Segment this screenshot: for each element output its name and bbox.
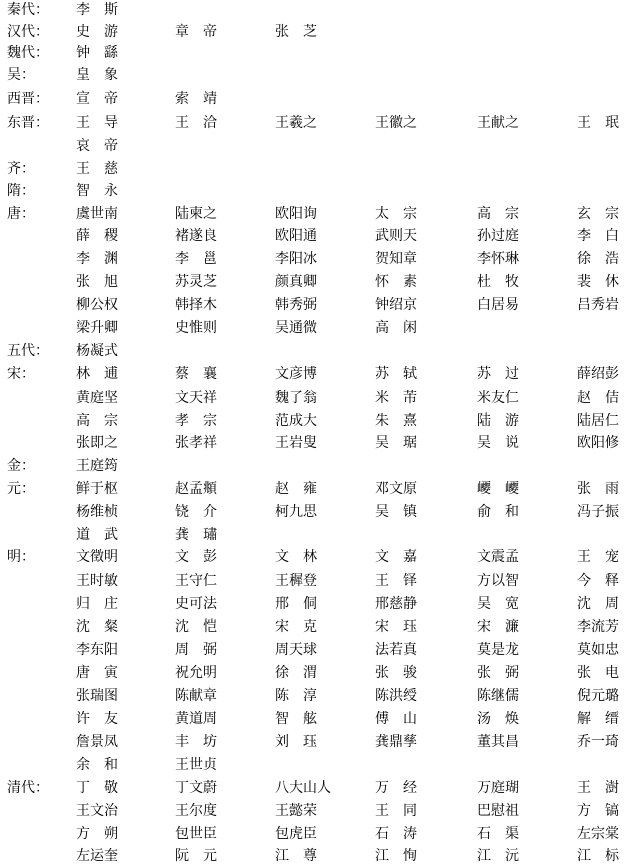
calligrapher-name: 玄 宗 bbox=[577, 206, 619, 222]
list-row bbox=[0, 249, 625, 269]
calligrapher-name: 文徵明 bbox=[76, 549, 118, 565]
calligrapher-name: 万庭瑚 bbox=[477, 780, 519, 796]
calligrapher-name: 柳公权 bbox=[76, 297, 118, 313]
calligrapher-name: 陈继儒 bbox=[477, 688, 519, 704]
calligrapher-name: 张 弼 bbox=[477, 665, 519, 681]
calligrapher-name: 薛绍彭 bbox=[577, 366, 619, 382]
calligrapher-name: 朱 熹 bbox=[375, 413, 417, 429]
dynasty-label: 汉代： bbox=[7, 24, 49, 40]
calligrapher-name: 苏 过 bbox=[477, 366, 519, 382]
calligrapher-name: 赵 佶 bbox=[577, 390, 619, 406]
calligrapher-name: 解 缙 bbox=[577, 711, 619, 727]
calligrapher-name: 欧阳询 bbox=[275, 206, 317, 222]
list-row bbox=[0, 204, 625, 224]
calligrapher-name: 哀 帝 bbox=[76, 138, 118, 154]
dynasty-label: 清代： bbox=[7, 780, 49, 796]
calligrapher-name: 许 友 bbox=[76, 711, 118, 727]
list-row bbox=[0, 364, 625, 384]
calligrapher-name: 皇 象 bbox=[76, 67, 118, 83]
list-row bbox=[0, 22, 625, 42]
calligrapher-name: 李怀琳 bbox=[477, 251, 519, 267]
calligrapher-name: 武则天 bbox=[375, 228, 417, 244]
calligrapher-name: 赵孟頫 bbox=[175, 481, 217, 497]
calligrapher-name: 巴慰祖 bbox=[477, 803, 519, 819]
calligrapher-name: 丁 敬 bbox=[76, 780, 118, 796]
calligrapher-name: 黄道周 bbox=[175, 711, 217, 727]
calligrapher-name: 方 镐 bbox=[577, 803, 619, 819]
calligrapher-name: 王岩叟 bbox=[275, 435, 317, 451]
calligrapher-name: 梁升卿 bbox=[76, 320, 118, 336]
calligrapher-name: 俞 和 bbox=[477, 504, 519, 520]
calligrapher-name: 陈洪绶 bbox=[375, 688, 417, 704]
calligrapher-name: 张 骏 bbox=[375, 665, 417, 681]
dynasty-label: 齐： bbox=[7, 161, 35, 177]
calligrapher-name: 李阳冰 bbox=[275, 251, 317, 267]
list-row bbox=[0, 686, 625, 706]
calligrapher-name: 龚 璛 bbox=[175, 527, 217, 543]
calligrapher-name: 虞世南 bbox=[76, 206, 118, 222]
list-row bbox=[0, 341, 625, 361]
list-row bbox=[0, 388, 625, 408]
calligrapher-name: 王世贞 bbox=[175, 757, 217, 773]
calligrapher-name: 莫是龙 bbox=[477, 642, 519, 658]
calligrapher-name: 欧阳修 bbox=[577, 435, 619, 451]
calligrapher-name: 张 旭 bbox=[76, 274, 118, 290]
calligrapher-name: 吴 镇 bbox=[375, 504, 417, 520]
list-row bbox=[0, 0, 625, 20]
calligrapher-name: 智 舷 bbox=[275, 711, 317, 727]
calligrapher-name: 左宗棠 bbox=[577, 826, 619, 842]
calligrapher-name: 魏了翁 bbox=[275, 390, 317, 406]
list-row bbox=[0, 801, 625, 821]
calligrapher-name: 徐 渭 bbox=[275, 665, 317, 681]
calligrapher-name: 包世臣 bbox=[175, 826, 217, 842]
calligrapher-name: 巎 巎 bbox=[477, 481, 519, 497]
calligrapher-name: 詹景凤 bbox=[76, 734, 118, 750]
calligrapher-name: 宋 濂 bbox=[477, 619, 519, 635]
calligrapher-name: 包虎臣 bbox=[275, 826, 317, 842]
calligrapher-name: 吴 琚 bbox=[375, 435, 417, 451]
calligrapher-name: 苏 轼 bbox=[375, 366, 417, 382]
calligrapher-name: 史 游 bbox=[76, 24, 118, 40]
list-row bbox=[0, 272, 625, 292]
calligrapher-name: 苏灵芝 bbox=[175, 274, 217, 290]
calligrapher-name: 钟 繇 bbox=[76, 45, 118, 61]
calligrapher-name: 怀 素 bbox=[375, 274, 417, 290]
list-row bbox=[0, 547, 625, 567]
list-row bbox=[0, 617, 625, 637]
calligrapher-name: 鲜于枢 bbox=[76, 481, 118, 497]
calligrapher-name: 王庭筠 bbox=[76, 458, 118, 474]
calligrapher-name: 史惟则 bbox=[175, 320, 217, 336]
calligrapher-name: 宋 克 bbox=[275, 619, 317, 635]
list-row bbox=[0, 411, 625, 431]
calligrapher-name: 方 朔 bbox=[76, 826, 118, 842]
list-row bbox=[0, 709, 625, 729]
list-row bbox=[0, 755, 625, 775]
calligrapher-name: 宋 珏 bbox=[375, 619, 417, 635]
list-row bbox=[0, 113, 625, 133]
calligrapher-name: 江 尊 bbox=[275, 848, 317, 864]
list-row bbox=[0, 571, 625, 591]
list-row bbox=[0, 295, 625, 315]
calligrapher-name: 文 林 bbox=[275, 549, 317, 565]
dynasty-label: 隋： bbox=[7, 183, 35, 199]
calligrapher-name: 张 电 bbox=[577, 665, 619, 681]
calligrapher-name: 文震孟 bbox=[477, 549, 519, 565]
list-row bbox=[0, 433, 625, 453]
list-row bbox=[0, 663, 625, 683]
calligrapher-name: 张孝祥 bbox=[175, 435, 217, 451]
calligrapher-name: 高 闲 bbox=[375, 320, 417, 336]
list-row bbox=[0, 525, 625, 545]
calligrapher-name: 今 释 bbox=[577, 573, 619, 589]
calligrapher-name: 王 同 bbox=[375, 803, 417, 819]
list-row bbox=[0, 824, 625, 844]
calligrapher-name: 张 雨 bbox=[577, 481, 619, 497]
calligrapher-name: 张即之 bbox=[76, 435, 118, 451]
calligrapher-name: 智 永 bbox=[76, 183, 118, 199]
calligrapher-name: 孙过庭 bbox=[477, 228, 519, 244]
list-row bbox=[0, 136, 625, 156]
dynasty-label: 吴： bbox=[7, 67, 35, 83]
calligrapher-name: 李 邕 bbox=[175, 251, 217, 267]
calligrapher-name: 张瑞图 bbox=[76, 688, 118, 704]
calligrapher-name: 江 恂 bbox=[375, 848, 417, 864]
calligrapher-name: 王懿荣 bbox=[275, 803, 317, 819]
calligrapher-name: 高 宗 bbox=[76, 413, 118, 429]
calligrapher-name: 索 靖 bbox=[175, 91, 217, 107]
calligrapher-name: 徐 浩 bbox=[577, 251, 619, 267]
calligrapher-name: 沈 周 bbox=[577, 596, 619, 612]
calligrapher-name: 八大山人 bbox=[275, 780, 331, 796]
calligrapher-name: 高 宗 bbox=[477, 206, 519, 222]
dynasty-label: 唐： bbox=[7, 206, 35, 222]
calligrapher-name: 韩择木 bbox=[175, 297, 217, 313]
calligrapher-name: 吴通微 bbox=[275, 320, 317, 336]
list-row bbox=[0, 318, 625, 338]
dynasty-label: 宋： bbox=[7, 366, 35, 382]
calligrapher-name: 江 沅 bbox=[477, 848, 519, 864]
calligrapher-name: 邓文原 bbox=[375, 481, 417, 497]
list-row bbox=[0, 226, 625, 246]
calligrapher-name: 李 渊 bbox=[76, 251, 118, 267]
calligrapher-name: 王文治 bbox=[76, 803, 118, 819]
calligrapher-name: 裴 休 bbox=[577, 274, 619, 290]
calligrapher-name: 石 渠 bbox=[477, 826, 519, 842]
calligrapher-name: 王尔度 bbox=[175, 803, 217, 819]
calligrapher-name: 白居易 bbox=[477, 297, 519, 313]
calligrapher-name: 邢慈静 bbox=[375, 596, 417, 612]
calligrapher-name: 法若真 bbox=[375, 642, 417, 658]
calligrapher-name: 丰 坊 bbox=[175, 734, 217, 750]
calligrapher-name: 王献之 bbox=[477, 115, 519, 131]
calligrapher-name: 陆柬之 bbox=[175, 206, 217, 222]
calligrapher-name: 王徽之 bbox=[375, 115, 417, 131]
calligrapher-name: 文彦博 bbox=[275, 366, 317, 382]
calligrapher-name: 沈 恺 bbox=[175, 619, 217, 635]
calligrapher-name: 颜真卿 bbox=[275, 274, 317, 290]
calligrapher-name: 周天球 bbox=[275, 642, 317, 658]
calligrapher-name: 道 武 bbox=[76, 527, 118, 543]
list-row bbox=[0, 594, 625, 614]
calligrapher-name: 蔡 襄 bbox=[175, 366, 217, 382]
list-row bbox=[0, 456, 625, 476]
dynasty-label: 西晋： bbox=[7, 91, 49, 107]
calligrapher-name: 文天祥 bbox=[175, 390, 217, 406]
calligrapher-name: 张 芝 bbox=[275, 24, 317, 40]
list-row bbox=[0, 89, 625, 109]
calligrapher-name: 黄庭坚 bbox=[76, 390, 118, 406]
list-row bbox=[0, 732, 625, 752]
calligrapher-name: 薛 稷 bbox=[76, 228, 118, 244]
calligrapher-name: 王 洽 bbox=[175, 115, 217, 131]
list-row bbox=[0, 479, 625, 499]
calligrapher-name: 阮 元 bbox=[175, 848, 217, 864]
calligrapher-name: 米 芾 bbox=[375, 390, 417, 406]
calligrapher-name: 柯九思 bbox=[275, 504, 317, 520]
calligrapher-name: 王穉登 bbox=[275, 573, 317, 589]
list-row bbox=[0, 640, 625, 660]
calligrapher-name: 唐 寅 bbox=[76, 665, 118, 681]
calligrapher-name: 陆居仁 bbox=[577, 413, 619, 429]
calligrapher-name: 江 标 bbox=[577, 848, 619, 864]
calligrapher-name: 倪元璐 bbox=[577, 688, 619, 704]
calligrapher-name: 陈 淳 bbox=[275, 688, 317, 704]
list-row bbox=[0, 181, 625, 201]
calligrapher-name: 王守仁 bbox=[175, 573, 217, 589]
calligrapher-name: 祝允明 bbox=[175, 665, 217, 681]
calligrapher-name: 林 逋 bbox=[76, 366, 118, 382]
calligrapher-name: 王 导 bbox=[76, 115, 118, 131]
calligrapher-name: 杨维桢 bbox=[76, 504, 118, 520]
calligrapher-name: 宣 帝 bbox=[76, 91, 118, 107]
calligrapher-name: 吴 宽 bbox=[477, 596, 519, 612]
calligrapher-name: 杨凝式 bbox=[76, 343, 118, 359]
calligrapher-name: 韩秀弼 bbox=[275, 297, 317, 313]
list-row bbox=[0, 778, 625, 798]
calligrapher-name: 王 珉 bbox=[577, 115, 619, 131]
calligrapher-name: 李 白 bbox=[577, 228, 619, 244]
list-row bbox=[0, 65, 625, 85]
calligrapher-name: 冯子振 bbox=[577, 504, 619, 520]
calligrapher-name: 陈献章 bbox=[175, 688, 217, 704]
calligrapher-name: 孝 宗 bbox=[175, 413, 217, 429]
list-row bbox=[0, 502, 625, 522]
calligrapher-name: 万 经 bbox=[375, 780, 417, 796]
list-row bbox=[0, 159, 625, 179]
calligrapher-name: 章 帝 bbox=[175, 24, 217, 40]
calligrapher-name: 李东阳 bbox=[76, 642, 118, 658]
calligrapher-name: 太 宗 bbox=[375, 206, 417, 222]
calligrapher-name: 刘 珏 bbox=[275, 734, 317, 750]
calligrapher-name: 王 澍 bbox=[577, 780, 619, 796]
dynasty-label: 金： bbox=[7, 458, 35, 474]
calligrapher-name: 王 铎 bbox=[375, 573, 417, 589]
calligrapher-name: 王羲之 bbox=[275, 115, 317, 131]
calligrapher-name: 石 涛 bbox=[375, 826, 417, 842]
dynasty-label: 元： bbox=[7, 481, 35, 497]
calligrapher-name: 邢 侗 bbox=[275, 596, 317, 612]
calligrapher-name: 周 弼 bbox=[175, 642, 217, 658]
calligrapher-name: 归 庄 bbox=[76, 596, 118, 612]
calligrapher-name: 文 彭 bbox=[175, 549, 217, 565]
calligrapher-name: 龚鼎孳 bbox=[375, 734, 417, 750]
calligrapher-name: 杜 牧 bbox=[477, 274, 519, 290]
calligrapher-name: 米友仁 bbox=[477, 390, 519, 406]
calligrapher-name: 董其昌 bbox=[477, 734, 519, 750]
calligrapher-name: 陆 游 bbox=[477, 413, 519, 429]
calligrapher-name: 莫如忠 bbox=[577, 642, 619, 658]
calligrapher-name: 余 和 bbox=[76, 757, 118, 773]
dynasty-label: 五代： bbox=[7, 343, 49, 359]
calligrapher-name: 乔一琦 bbox=[577, 734, 619, 750]
calligrapher-name: 文 嘉 bbox=[375, 549, 417, 565]
calligrapher-name: 吕秀岩 bbox=[577, 297, 619, 313]
calligrapher-name: 铙 介 bbox=[175, 504, 217, 520]
calligrapher-name: 李 斯 bbox=[76, 2, 118, 18]
calligrapher-name: 褚遂良 bbox=[175, 228, 217, 244]
calligrapher-name: 左运奎 bbox=[76, 848, 118, 864]
dynasty-label: 魏代： bbox=[7, 45, 49, 61]
list-row bbox=[0, 43, 625, 63]
dynasty-label: 东晋： bbox=[7, 115, 49, 131]
calligrapher-name: 沈 粲 bbox=[76, 619, 118, 635]
calligrapher-name: 丁文蔚 bbox=[175, 780, 217, 796]
calligrapher-name: 王 宠 bbox=[577, 549, 619, 565]
calligrapher-name: 钟绍京 bbox=[375, 297, 417, 313]
dynasty-label: 秦代： bbox=[7, 2, 49, 18]
calligrapher-name: 王 慈 bbox=[76, 161, 118, 177]
calligrapher-name: 吴 说 bbox=[477, 435, 519, 451]
calligrapher-name: 史可法 bbox=[175, 596, 217, 612]
calligrapher-name: 方以智 bbox=[477, 573, 519, 589]
calligrapher-name: 赵 雍 bbox=[275, 481, 317, 497]
calligrapher-name: 贺知章 bbox=[375, 251, 417, 267]
list-row bbox=[0, 846, 625, 866]
calligrapher-name: 傅 山 bbox=[375, 711, 417, 727]
calligrapher-name: 欧阳通 bbox=[275, 228, 317, 244]
calligrapher-name: 李流芳 bbox=[577, 619, 619, 635]
calligrapher-name: 范成大 bbox=[275, 413, 317, 429]
calligrapher-name: 王时敏 bbox=[76, 573, 118, 589]
dynasty-label: 明： bbox=[7, 549, 35, 565]
calligrapher-name: 汤 焕 bbox=[477, 711, 519, 727]
